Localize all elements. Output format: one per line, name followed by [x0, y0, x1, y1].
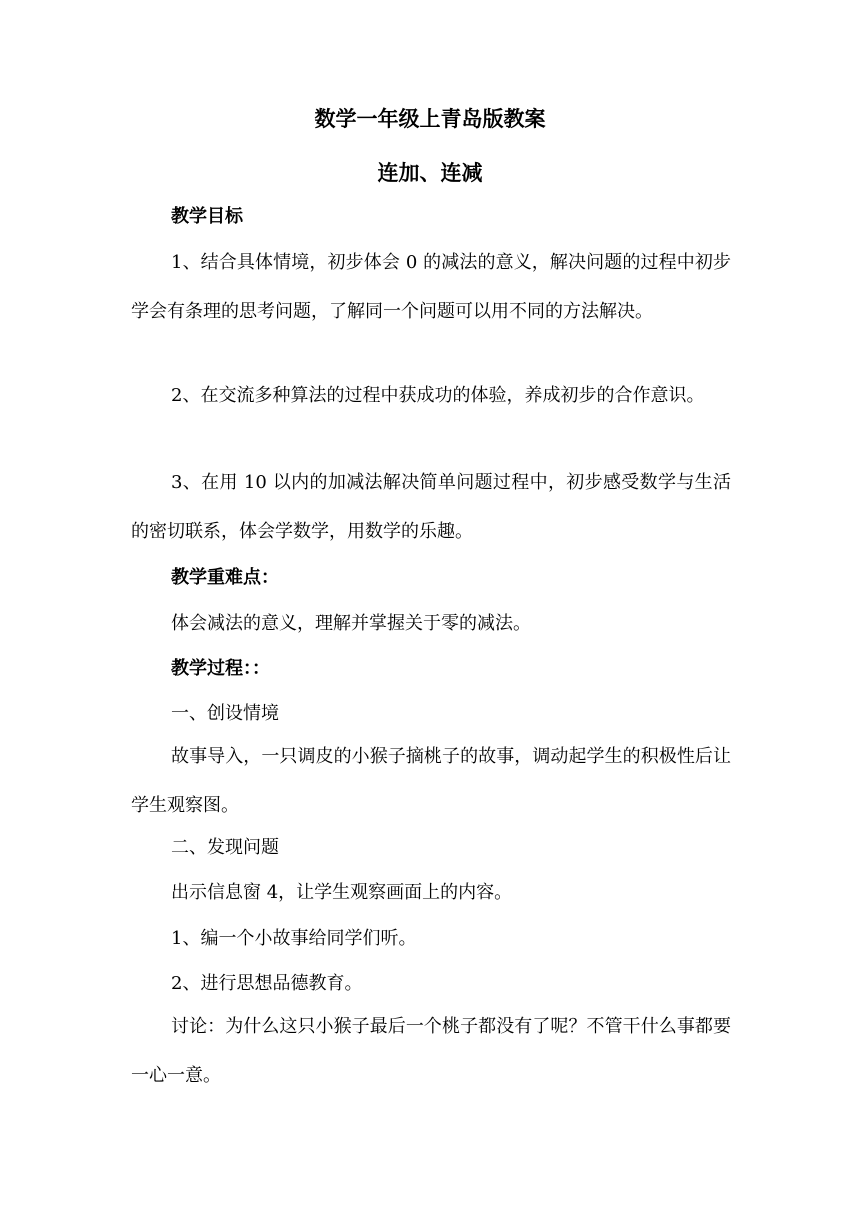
lesson-title: 连加、连减 [377, 161, 483, 185]
objectives-heading: 教学目标 [171, 206, 243, 227]
process-part2-item-2: 2、进行思想品德教育。 [171, 973, 363, 994]
objective-item-3: 3、在用 10 以内的加减法解决简单问题过程中，初步感受数学与生活的密切联系，体会学数学，用数学的乐趣。 [131, 472, 731, 542]
objective-item-1: 1、结合具体情境，初步体会 0 的减法的意义，解决问题的过程中初步学会有条理的思考问题，了解同一个问题可以用不同的方法解决。 [131, 252, 731, 322]
process-part2-item-1: 1、编一个小故事给同学们听。 [171, 928, 417, 949]
process-part1-text: 故事导入，一只调皮的小猴子摘桃子的故事，调动起学生的积极性后让学生观察图。 [131, 746, 731, 816]
process-discussion: 讨论：为什么这只小猴子最后一个桃子都没有了呢？不管干什么事都要一心一意。 [131, 1016, 731, 1086]
key-points-heading: 教学重难点： [171, 567, 279, 588]
process-part1-title: 一、创设情境 [171, 703, 279, 724]
document-title: 数学一年级上青岛版教案 [314, 107, 546, 131]
process-heading: 教学过程：： [171, 658, 270, 679]
objective-item-2: 2、在交流多种算法的过程中获成功的体验，养成初步的合作意识。 [171, 385, 705, 406]
process-part2-text: 出示信息窗 4，让学生观察画面上的内容。 [171, 882, 513, 903]
process-part2-title: 二、发现问题 [171, 837, 279, 858]
key-points-text: 体会减法的意义，理解并掌握关于零的减法。 [171, 613, 531, 634]
